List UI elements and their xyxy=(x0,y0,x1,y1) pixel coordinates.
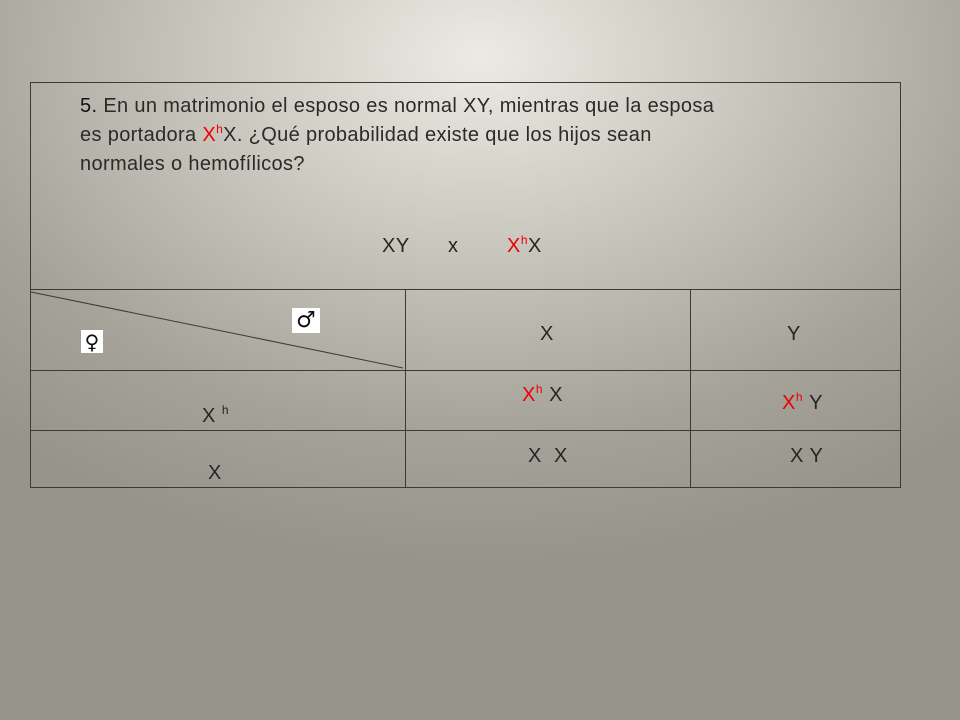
cross-times: x xyxy=(448,235,459,257)
male-symbol-icon: ♂ xyxy=(292,308,320,333)
problem-statement xyxy=(80,92,880,179)
problem-number: 5. xyxy=(80,95,98,117)
female-gamete-xh: X $^h$ xyxy=(202,403,230,427)
female-symbol-icon: ♀ xyxy=(81,330,103,353)
cross-male: XY xyxy=(382,235,410,257)
problem-line-1: 5. En un matrimonio el esposo es normal XY, mientras que la esposa xyxy=(80,95,715,117)
male-gamete-x: X xyxy=(540,323,554,345)
cell-x-y: X Y xyxy=(790,445,824,467)
problem-line-2: es portadora $X^hX$. ¿Qué probabilidad existe que los hijos sean xyxy=(80,122,652,146)
female-gamete-x: X xyxy=(208,462,222,484)
cell-xh-x: $X^h$ X xyxy=(522,382,563,406)
male-gamete-y: Y xyxy=(787,323,801,345)
carrier-genotype: $X^h$ xyxy=(202,122,224,146)
cross-female: $X^hX$ xyxy=(507,233,542,257)
cell-x-x: X X xyxy=(528,445,568,467)
problem-line-3: normales o hemofílicos? xyxy=(80,153,305,175)
cell-xh-y: $X^h$ Y xyxy=(782,390,823,414)
